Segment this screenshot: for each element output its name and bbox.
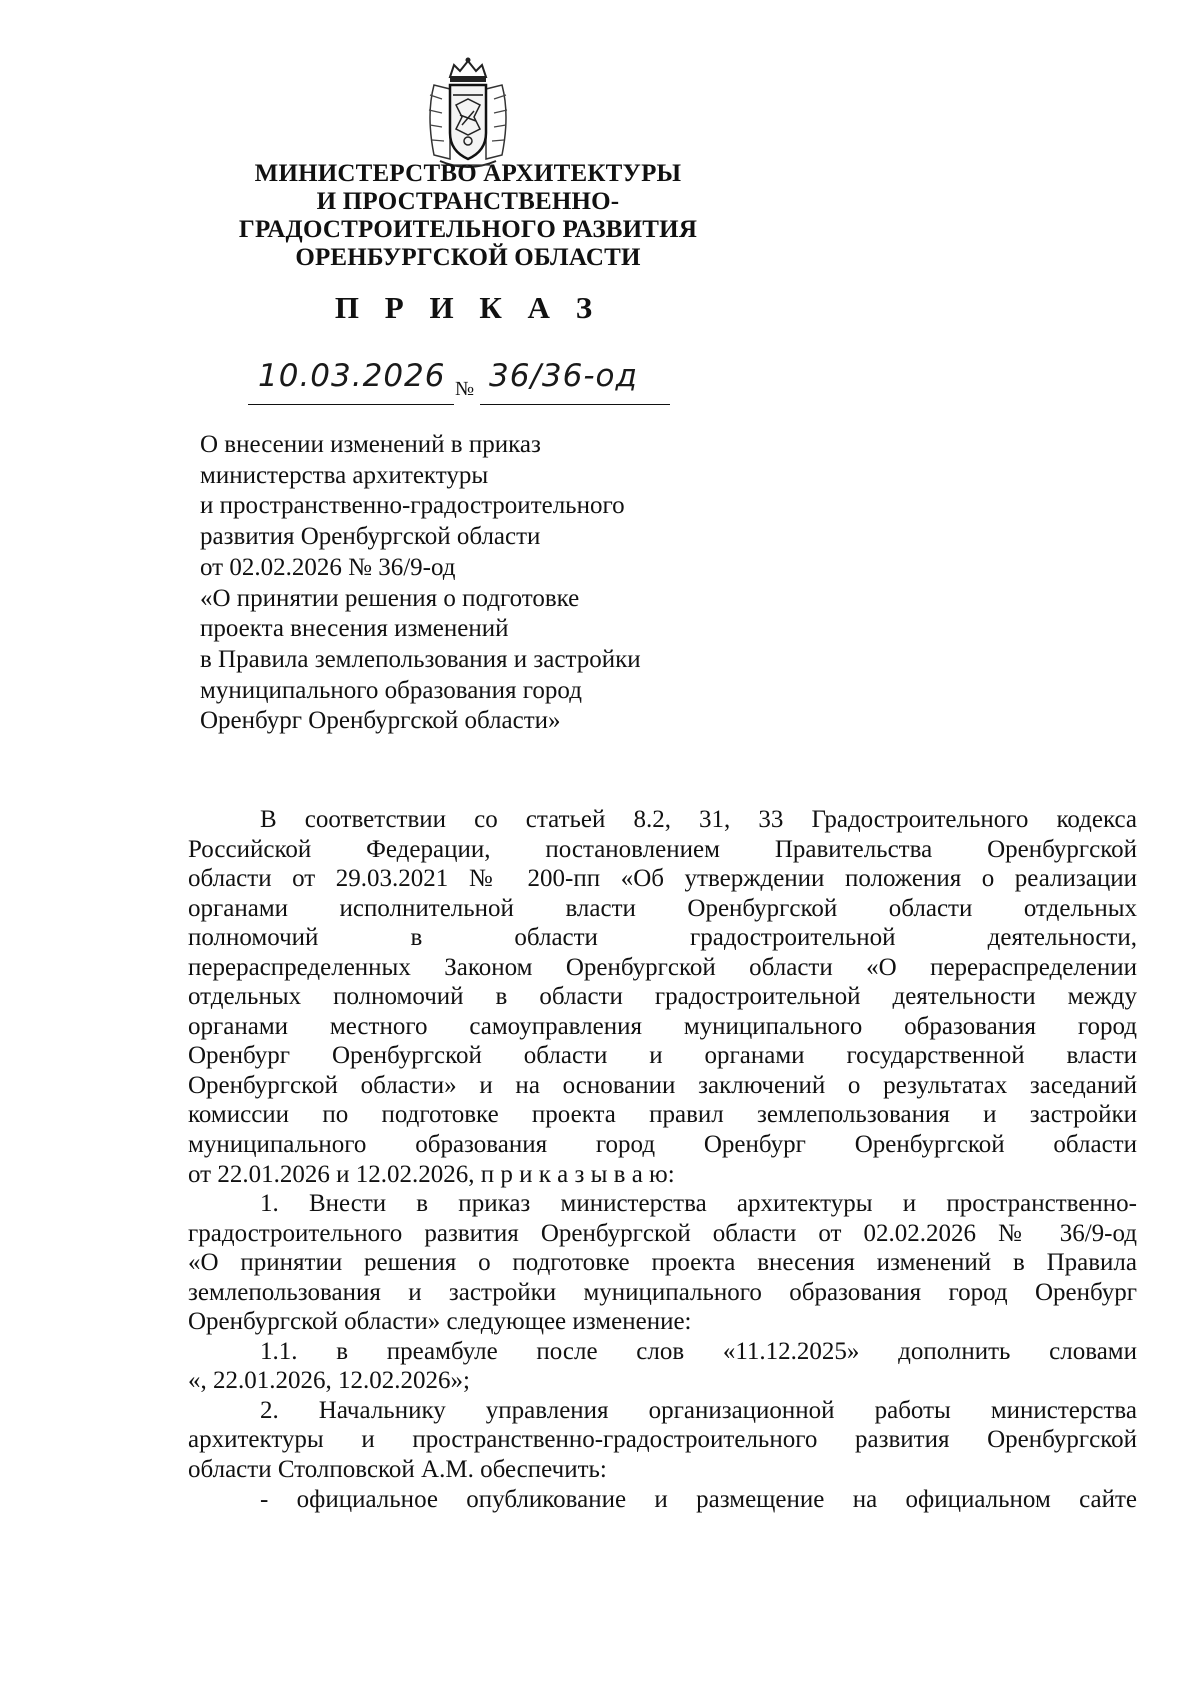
body-line: землепользования и застройки муниципального образования город Оренбург xyxy=(188,1278,1137,1306)
ministry-name-line: И ПРОСТРАНСТВЕННО- xyxy=(316,188,620,215)
subject-line: проекта внесения изменений xyxy=(200,615,509,643)
order-body xyxy=(188,805,1137,1514)
body-line: градостроительного развития Оренбургской области от 02.02.2026 № 36/9-од xyxy=(188,1219,1137,1247)
body-line: «, 22.01.2026, 12.02.2026»; xyxy=(188,1367,470,1395)
body-line: органами местного самоуправления муниципального образования город xyxy=(188,1012,1137,1040)
ministry-name-line: МИНИСТЕРСТВО АРХИТЕКТУРЫ xyxy=(254,160,682,187)
body-line: Оренбургской области» следующее изменение: xyxy=(188,1308,692,1336)
coat-of-arms-icon xyxy=(420,55,516,175)
subject-line: от 02.02.2026 № 36/9-од xyxy=(200,553,456,581)
subject-line: и пространственно-градостроительного xyxy=(200,492,625,520)
body-line: архитектуры и пространственно-градостроительного развития Оренбургской xyxy=(188,1426,1137,1454)
body-line: Оренбург Оренбургской области и органами государственной власти xyxy=(188,1042,1137,1070)
subject-line: О внесении изменений в приказ xyxy=(200,431,541,458)
body-line: «О принятии решения о подготовке проекта внесения изменений в Правила xyxy=(188,1249,1137,1277)
handwritten-date: 10.03.2026 xyxy=(258,358,446,394)
ministry-name-line: ГРАДОСТРОИТЕЛЬНОГО РАЗВИТИЯ xyxy=(238,216,698,243)
ministry-name xyxy=(200,160,736,272)
handwritten-order-number: 36/36-од xyxy=(489,358,638,394)
number-underline xyxy=(480,404,670,405)
subject-line: развития Оренбургской области xyxy=(200,523,541,551)
body-line: отдельных полномочий в области градостроительной деятельности между xyxy=(188,983,1137,1011)
body-line: области от 29.03.2021 № 200-пп «Об утверждении положения о реализации xyxy=(188,865,1137,893)
number-sign: № xyxy=(455,378,475,400)
body-line: перераспределенных Законом Оренбургской области «О перераспределении xyxy=(188,953,1137,981)
body-line: 1.1. в преамбуле после слов «11.12.2025» дополнить словами xyxy=(260,1337,1137,1365)
body-line: комиссии по подготовке проекта правил землепользования и застройки xyxy=(188,1101,1137,1129)
body-line: Российской Федерации, постановлением Правительства Оренбургской xyxy=(188,835,1137,863)
body-line: Оренбургской области» и на основании заключений о результатах заседаний xyxy=(188,1071,1137,1099)
subject-line: Оренбург Оренбургской области» xyxy=(200,707,561,735)
body-line: области Столповской А.М. обеспечить: xyxy=(188,1456,607,1484)
body-line: 1. Внести в приказ министерства архитектуры и пространственно- xyxy=(260,1190,1137,1218)
body-line: 2. Начальнику управления организационной работы министерства xyxy=(260,1396,1137,1424)
body-line: от 22.01.2026 и 12.02.2026, п р и к а з ы в а ю: xyxy=(188,1160,675,1188)
body-line: органами исполнительной власти Оренбургской области отдельных xyxy=(188,894,1137,922)
body-line: В соответствии со статьей 8.2, 31, 33 Градостроительного кодекса xyxy=(260,806,1137,833)
ministry-name-line: ОРЕНБУРГСКОЙ ОБЛАСТИ xyxy=(295,244,641,271)
body-line: - официальное опубликование и размещение на официальном сайте xyxy=(260,1485,1137,1513)
document-type-title: П Р И К А З xyxy=(334,290,602,325)
subject-line: в Правила землепользования и застройки xyxy=(200,645,641,673)
body-line: муниципального образования город Оренбург Оренбургской области xyxy=(188,1131,1137,1159)
subject-line: министерства архитектуры xyxy=(200,461,489,489)
body-line: полномочий в области градостроительной деятельности, xyxy=(188,924,1137,952)
subject-line: муниципального образования город xyxy=(200,676,582,704)
order-subject xyxy=(200,430,760,737)
subject-line: «О принятии решения о подготовке xyxy=(200,584,580,612)
date-underline xyxy=(248,404,454,405)
